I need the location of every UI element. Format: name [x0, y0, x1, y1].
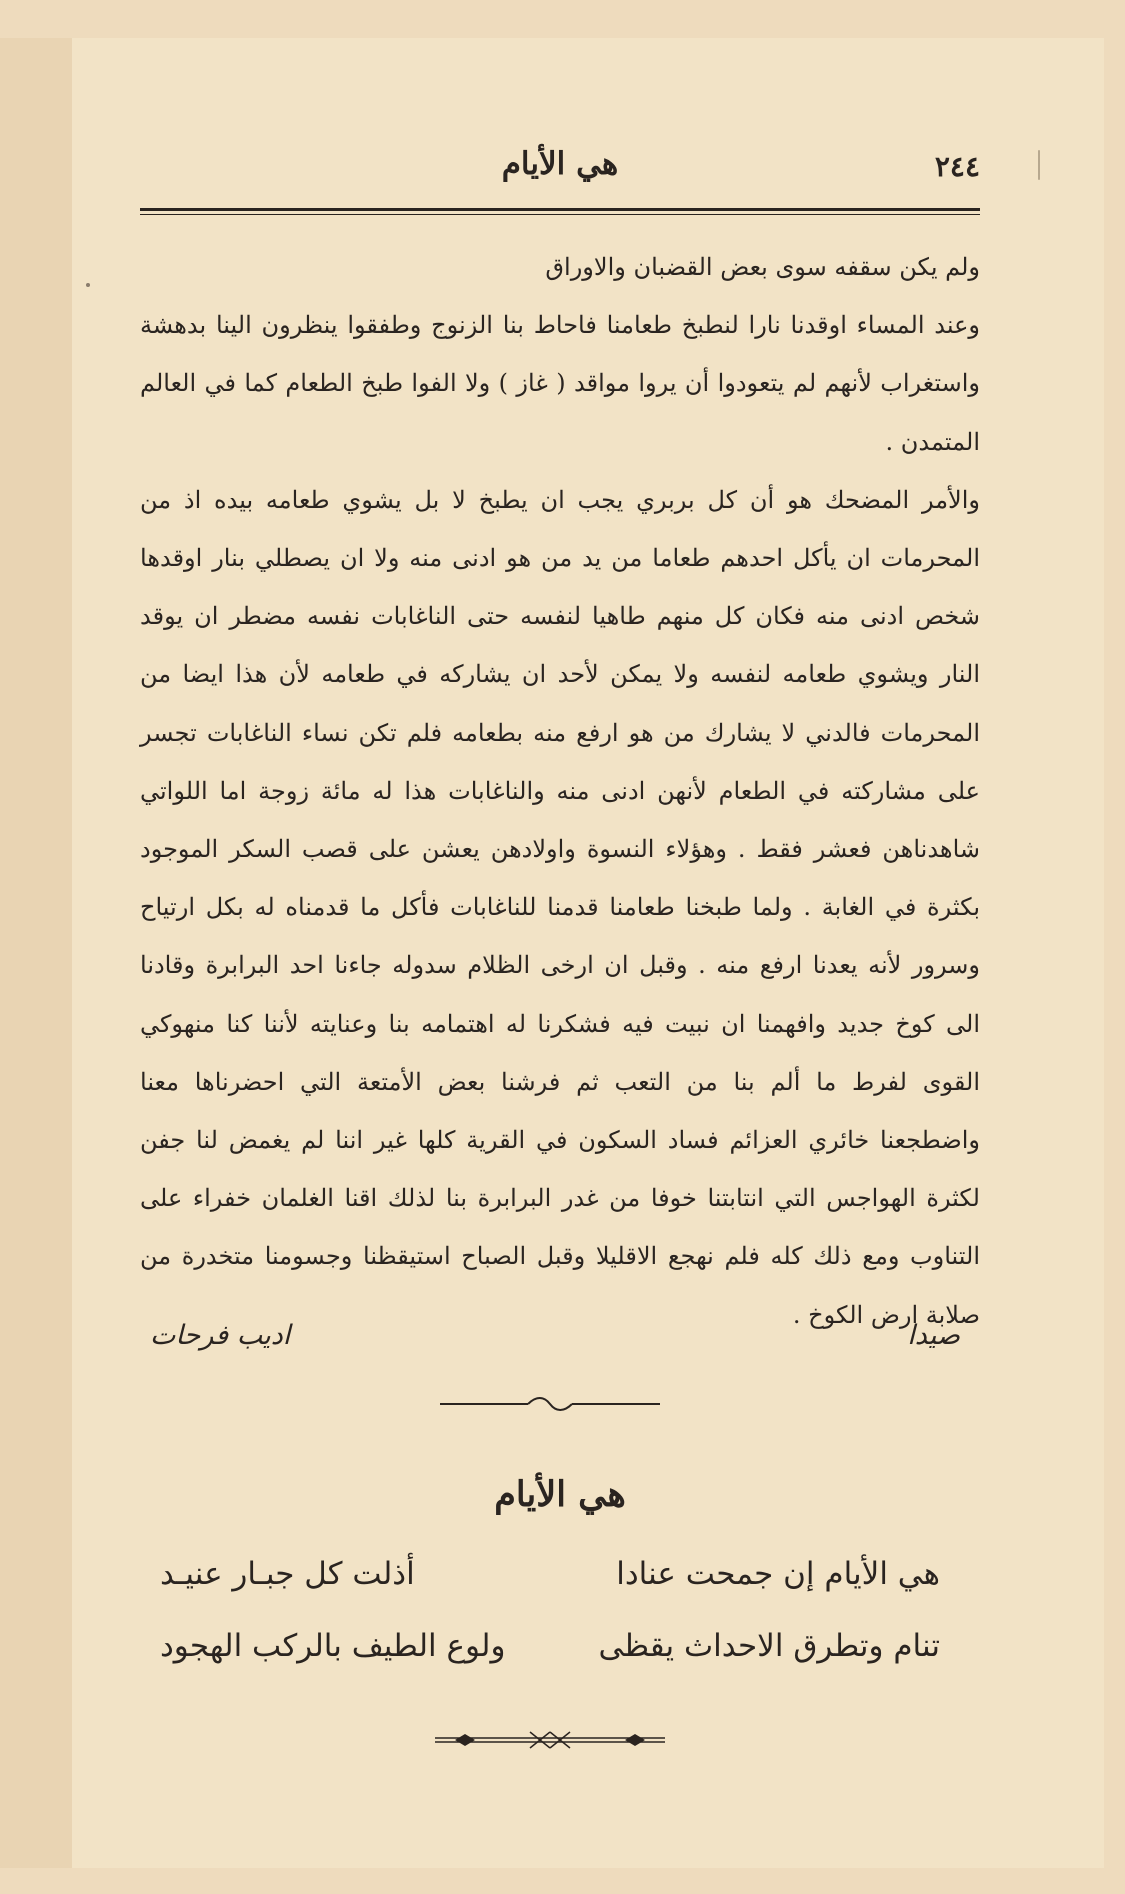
paper-speck — [1038, 150, 1040, 180]
page-margin — [0, 38, 72, 1868]
verse-second-hemistich: ولوع الطيف بالركب الهجود — [160, 1628, 506, 1664]
page-header — [140, 146, 980, 200]
article-body — [140, 238, 980, 1344]
signature-place: صيدا — [907, 1320, 960, 1351]
end-ornament — [435, 1728, 665, 1752]
divider-ornament — [440, 1392, 660, 1416]
header-rule-thin — [140, 214, 980, 215]
header-rule-thick — [140, 208, 980, 211]
signature-author: اديب فرحات — [150, 1320, 291, 1351]
verse-first-hemistich: هي الأيام إن جمحت عنادا — [616, 1556, 940, 1592]
page-number: ٢٤٤ — [934, 150, 980, 183]
paper-speck — [86, 283, 90, 287]
signature-row — [140, 1320, 980, 1370]
verse-second-hemistich: أذلت كل جبـار عنيـد — [160, 1556, 415, 1592]
verse-first-hemistich: تنام وتطرق الاحداث يقظى — [598, 1628, 940, 1664]
poem-verse — [160, 1628, 940, 1678]
poem-title: هي الأيام — [494, 1474, 626, 1515]
poem-verse — [160, 1556, 940, 1606]
running-title: هي الأيام — [501, 146, 619, 182]
paragraph-1: ولم يكن سقفه سوى بعض القضبان والاوراق — [545, 253, 980, 281]
paragraph-3: والأمر المضحك هو أن كل بربري يجب ان يطبخ لا بل يشوي طعامه بيده اذ من المحرمات ان يأكل احدهم طعاما من يد من هو ادنى منه ولا ان يصطلي بنار اوقدها شخص ادنى منه فكان كل منهم طاهيا لنفسه حتى الناغابات نفسه مضطر ان يوقد النار ويشوي طعامه لنفسه ولا يمكن لأحد ان يشاركه في طعامه لأن هذا ايضا من المحرمات فالدني لا يشارك من هو ارفع منه بطعامه فلم تكن نساء الناغابات تجسر على مشاركته في الطعام لأنهن ادنى منه والناغابات هذا له مائة زوجة اما اللواتي شاهدناهن فعشر فقط . وهؤلاء النسوة واولادهن يعشن على قصب السكر الموجود بكثرة في الغابة . ولما طبخنا طعامنا قدمنا للناغابات فأكل ما قدمناه له بكل ارتياح وسرور لأنه يعدنا ارفع منه . وقبل ان ارخى الظلام سدوله جاءنا احد البرابرة وقادنا الى كوخ جديد وافهمنا ان نبيت فيه فشكرنا له اهتمامه بنا وعنايته لأننا كنا منهوكي القوى لفرط ما ألم بنا من التعب ثم فرشنا بعض الأمتعة التي احضرناها معنا واضطجعنا خائري العزائم فساد السكون في القرية كلها غير اننا لم يغمض لنا جفن لكثرة الهواجس التي انتابتنا خوفا من غدر البرابرة بنا لذلك اقنا الغلمان خفراء على التناوب ومع ذلك كله فلم نهجع الاقليلا وقبل الصباح استيقظنا وجسومنا متخدرة من صلابة ارض الكوخ . — [140, 485, 981, 1329]
paragraph-2: وعند المساء اوقدنا نارا لنطبخ طعامنا فاحاط بنا الزنوج وطفقوا ينظرون الينا بدهشة واستغراب لأنهم لم يتعودوا أن يروا مواقد ( غاز ) ولا الفوا طبخ الطعام كما في العالم المتمدن . — [140, 311, 980, 456]
